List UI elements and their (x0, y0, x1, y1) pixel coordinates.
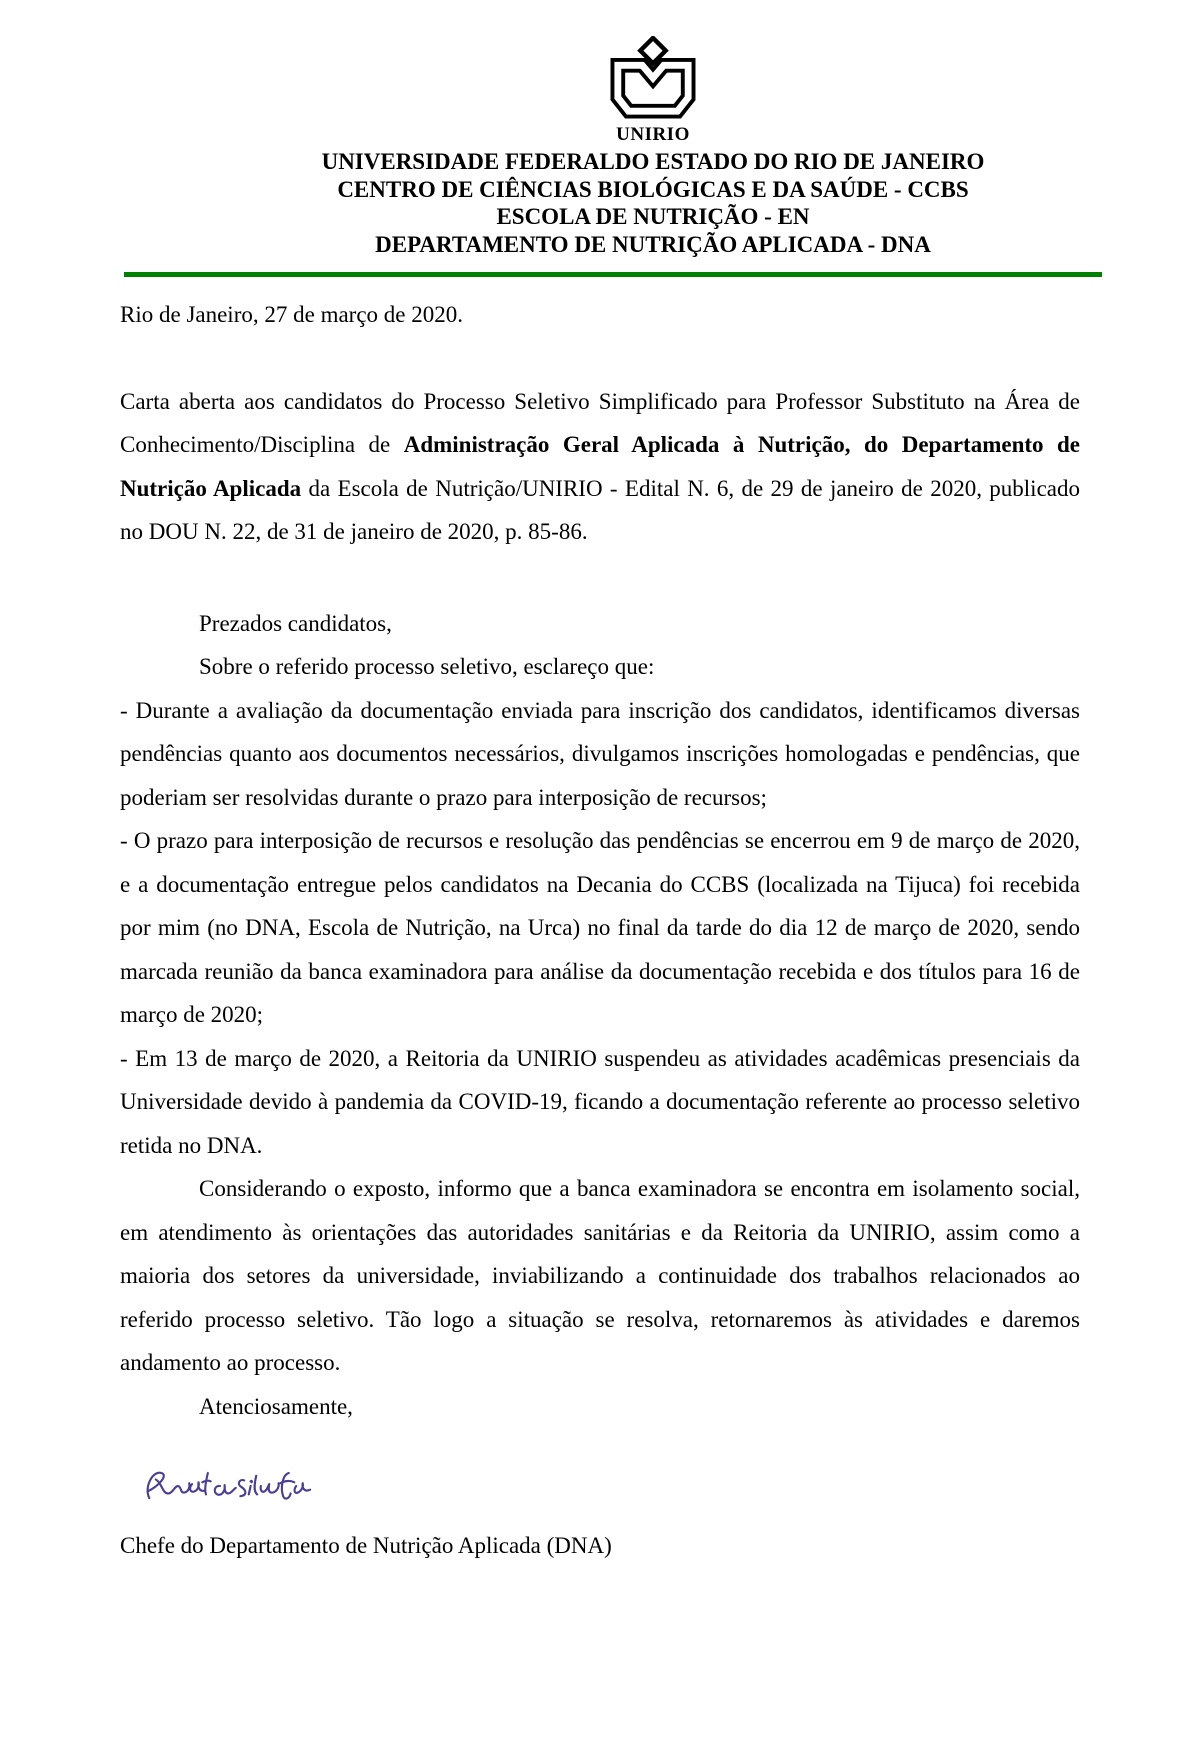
university-acronym: UNIRIO (616, 124, 690, 145)
signature-name (140, 1512, 141, 1513)
item-paragraph-2: - O prazo para interposição de recursos e resolução das pendências se encerrou em 9 de março de 2020, e a documentação entregue pelos candidatos na Decania do CCBS (localizada na Tijuca) foi recebida por mim (no DNA, Escola de Nutrição, na Urca) no final da tarde do dia 12 de março de 2020, sendo marcada reunião da banca examinadora para análise da documentação recebida e dos títulos para 16 de março de 2020; (120, 828, 1080, 1027)
letterhead-rule (124, 272, 1102, 277)
closing-line: Atenciosamente, (199, 1393, 353, 1419)
considerations-paragraph: Considerando o exposto, informo que a banca examinadora se encontra em isolamento social, em atendimento às orientações das autoridades sanitárias e da Reitoria da UNIRIO, assim como a maioria dos setores da universidade, inviabilizando a continuidade dos trabalhos relacionados ao referido processo seletivo. Tão logo a situação se resolva, retornaremos às atividades e daremos andamento ao processo. (120, 1176, 1080, 1375)
intro-line: Sobre o referido processo seletivo, esclareço que: (199, 654, 655, 679)
letter-paragraphs (120, 602, 1080, 1429)
unirio-logo-icon (604, 36, 702, 120)
letterhead (120, 0, 1080, 277)
opening-text-bold: Administração Geral Aplicada à Nutrição, do Departamento de Nutrição Aplicada (120, 432, 1080, 501)
opening-text-start: Carta aberta aos candidatos do Processo Seletivo Simplificado para Professor Substituto na Área de Conhecimento/Disciplina de (120, 388, 1080, 457)
letterhead-line-department: DEPARTAMENTO DE NUTRIÇÃO APLICADA - DNA (375, 231, 931, 257)
signer-title: Chefe do Departamento de Nutrição Aplicada (DNA) (120, 1533, 612, 1558)
date-line: Rio de Janeiro, 27 de março de 2020. (120, 302, 463, 327)
item-paragraph-3: - Em 13 de março de 2020, a Reitoria da UNIRIO suspendeu as atividades acadêmicas presenciais da Universidade devido à pandemia da COVID-19, ficando a documentação referente ao processo seletivo retida no DNA. (120, 1045, 1080, 1158)
letter-body (120, 293, 1080, 1568)
signature-handwriting-icon (140, 1460, 312, 1512)
letterhead-line-school: ESCOLA DE NUTRIÇÃO - EN (496, 204, 810, 229)
letterhead-line-center: CENTRO DE CIÊNCIAS BIOLÓGICAS E DA SAÚDE - CCBS (337, 176, 969, 202)
opening-text-end: da Escola de Nutrição/UNIRIO - Edital N. 6, de 29 de janeiro de 2020, publicado no DOU N. 22, de 31 de janeiro de 2020, p. 85-86. (120, 475, 1080, 544)
opening-paragraph (120, 380, 1080, 554)
letterhead-line-university: UNIVERSIDADE FEDERALDO ESTADO DO RIO DE JANEIRO (321, 149, 985, 174)
salutation-line: Prezados candidatos, (199, 610, 392, 636)
signature-block (140, 1460, 1080, 1512)
item-paragraph-1: - Durante a avaliação da documentação enviada para inscrição dos candidatos, identificamos diversas pendências quanto aos documentos necessários, divulgamos inscrições homologadas e pendências, que poderiam ser resolvidas durante o prazo para interposição de recursos; (120, 697, 1080, 810)
